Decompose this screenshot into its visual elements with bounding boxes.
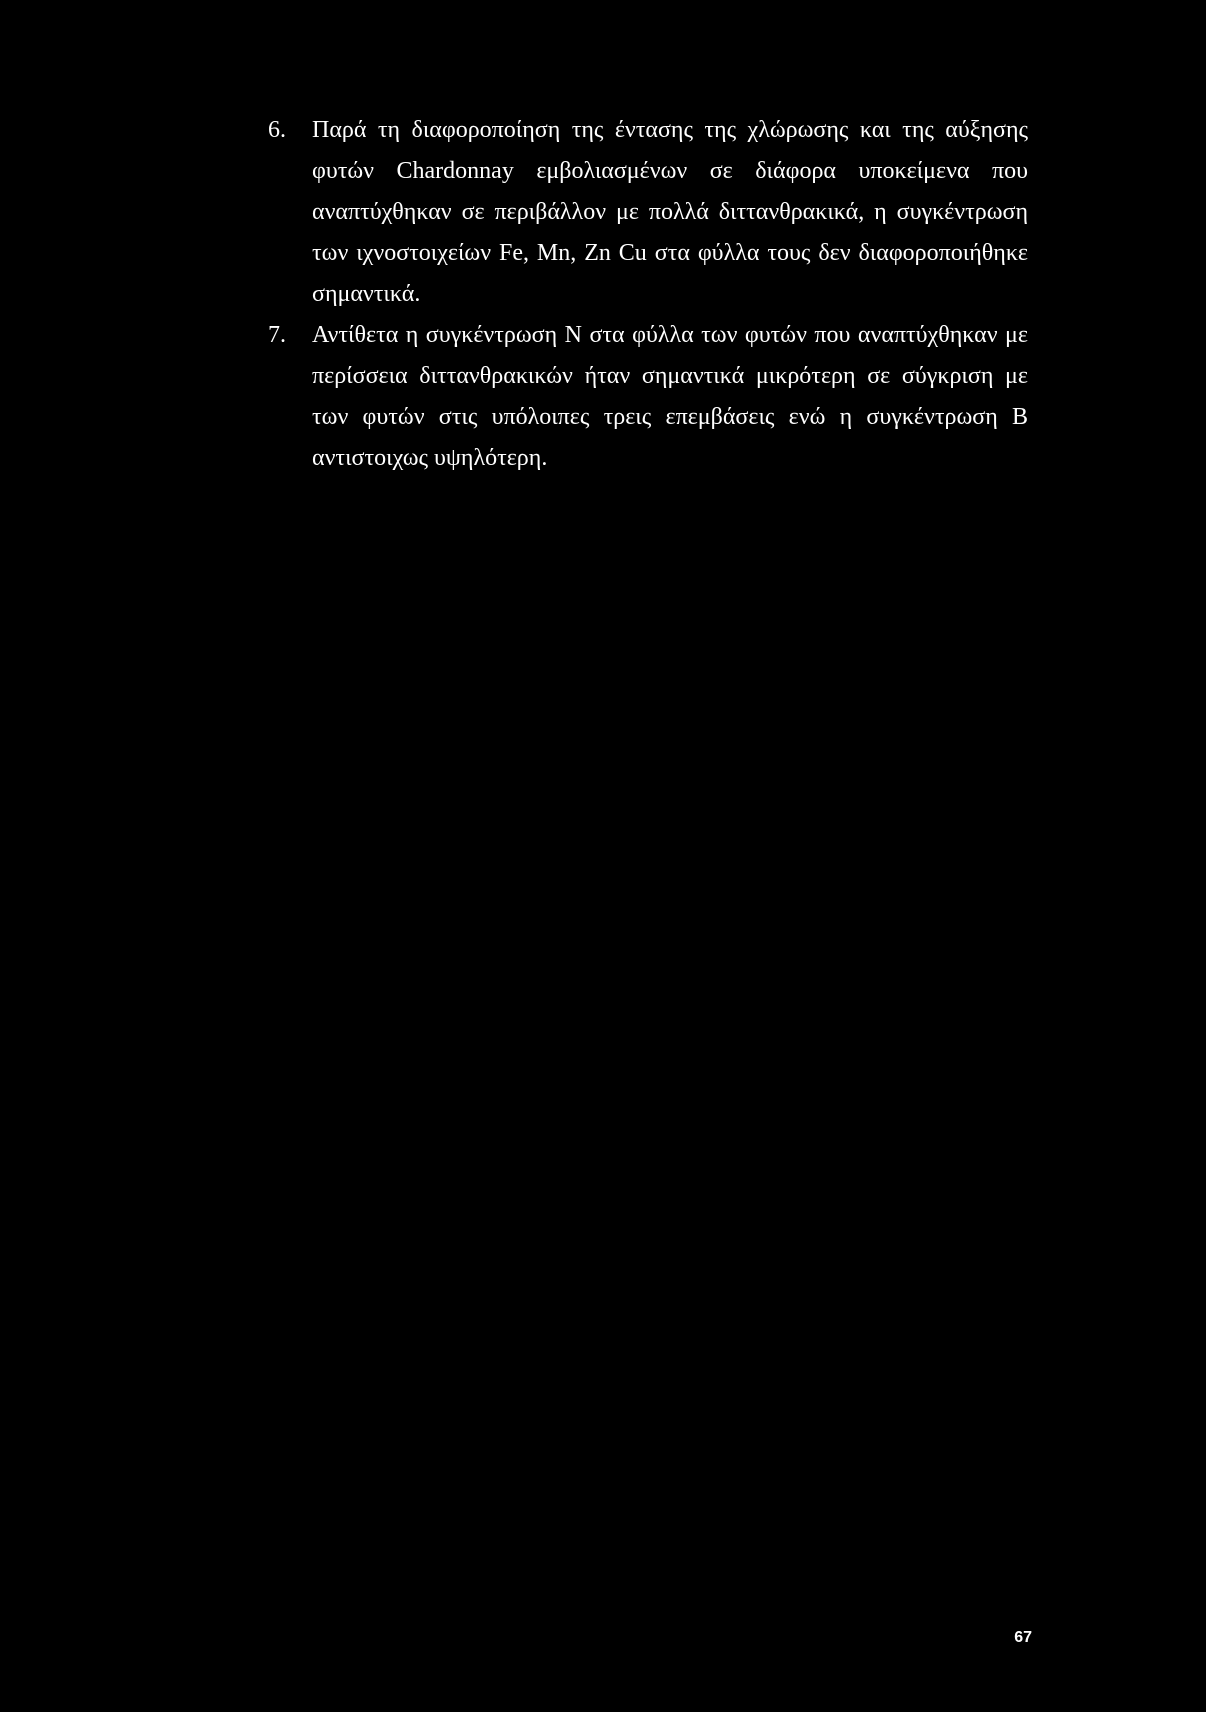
list-item <box>268 110 1028 315</box>
page-number: 67 <box>1014 1629 1032 1646</box>
list-item-text: Παρά τη διαφοροποίηση της έντασης της χλώρωσης και της αύξησης φυτών Chardonnay εμβολιασμένων σε διάφορα υποκείμενα που αναπτύχθηκαν σε περιβάλλον με πολλά διττανθρακικά, η συγκέντρωση των ιχνοστοιχείων Fe, Mn, Zn Cu στα φύλλα τους δεν διαφοροποιήθηκε σημαντικά. <box>312 117 1028 307</box>
list-item-text: Αντίθετα η συγκέντρωση N στα φύλλα των φυτών που αναπτύχθηκαν με περίσσεια διττανθρακικών ήταν σημαντικά μικρότερη σε σύγκριση με των φυτών στις υπόλοιπες τρεις επεμβάσεις ενώ η συγκέντρωση B αντιστοιχως υψηλότερη. <box>312 322 1028 471</box>
list-item-number: 6. <box>268 117 286 143</box>
list-item-number: 7. <box>268 322 286 348</box>
list-item <box>268 315 1028 479</box>
conclusions-list <box>268 110 1028 479</box>
